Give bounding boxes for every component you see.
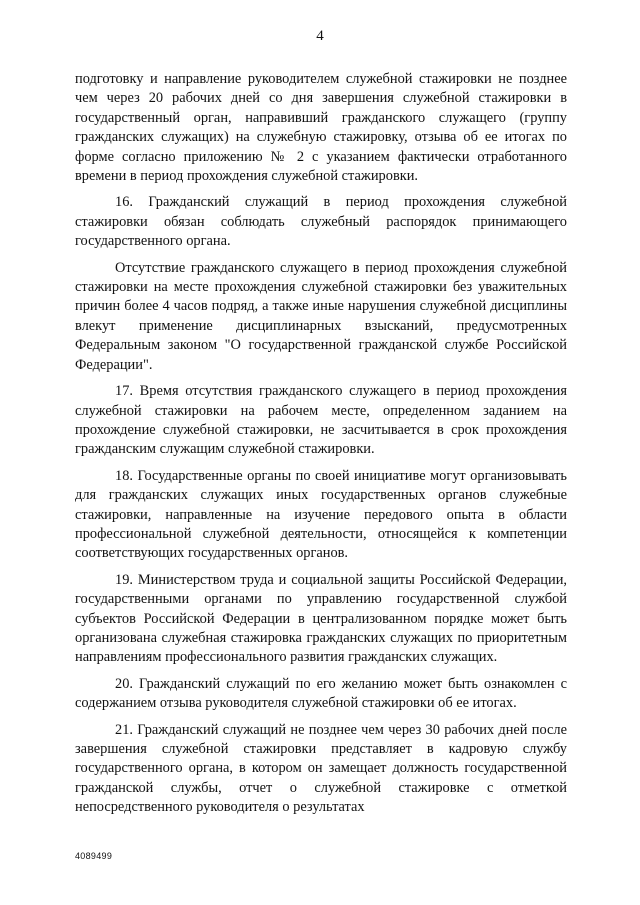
- page-number: 4: [316, 28, 324, 44]
- paragraph-21: 21. Гражданский служащий не позднее чем через 30 рабочих дней после завершения служебной стажировки представляет в кадровую службу государственного органа, в котором он замещает должность государственной гражданской службы, отчет о служебной стажировке с отметкой непосредственного руководителя о результатах: [75, 721, 567, 816]
- document-body: [75, 70, 567, 825]
- paragraph-17: 17. Время отсутствия гражданского служащего в период прохождения служебной стажировки на рабочем месте, определенном заданием на прохождение служебной стажировки, не засчитывается в срок прохождения гражданским служащим служебной стажировки.: [75, 383, 567, 458]
- paragraph-16-absence: Отсутствие гражданского служащего в период прохождения служебной стажировки на месте прохождения служебной стажировки без уважительных причин более 4 часов подряд, а также иные нарушения служебной дисциплины влекут применение дисциплинарных взысканий, предусмотренных Федеральным законом "О государственной гражданской службе Российской Федерации".: [75, 259, 567, 373]
- document-code: 4089499: [75, 851, 113, 861]
- paragraph-18: 18. Государственные органы по своей инициативе могут организовывать для гражданских служащих иных государственных органов служебные стажировки, направленные на изучение передового опыта в области профессиональной служебной деятельности, относящейся к компетенции соответствующих государственных органов.: [75, 467, 567, 562]
- paragraph-16: 16. Гражданский служащий в период прохождения служебной стажировки обязан соблюдать служебный распорядок принимающего государственного органа.: [75, 194, 567, 250]
- paragraph-20: 20. Гражданский служащий по его желанию может быть ознакомлен с содержанием отзыва руководителя служебной стажировки об ее итогах.: [75, 675, 567, 712]
- paragraph-19: 19. Министерством труда и социальной защиты Российской Федерации, государственными органами по управлению государственной службой субъектов Российской Федерации в централизованном порядке может быть организована служебная стажировка гражданских служащих по приоритетным направлениям профессионального развития гражданских служащих.: [75, 571, 567, 666]
- paragraph-intro-continuation: подготовку и направление руководителем служебной стажировки не позднее чем через 20 рабочих дней со дня завершения служебной стажировки в государственный орган, направивший гражданского служащего (группу гражданских служащих) на служебную стажировку, отзыва об ее итогах по форме согласно приложению № 2 с указанием фактически отработанного времени в период прохождения служебной стажировки.: [75, 71, 567, 185]
